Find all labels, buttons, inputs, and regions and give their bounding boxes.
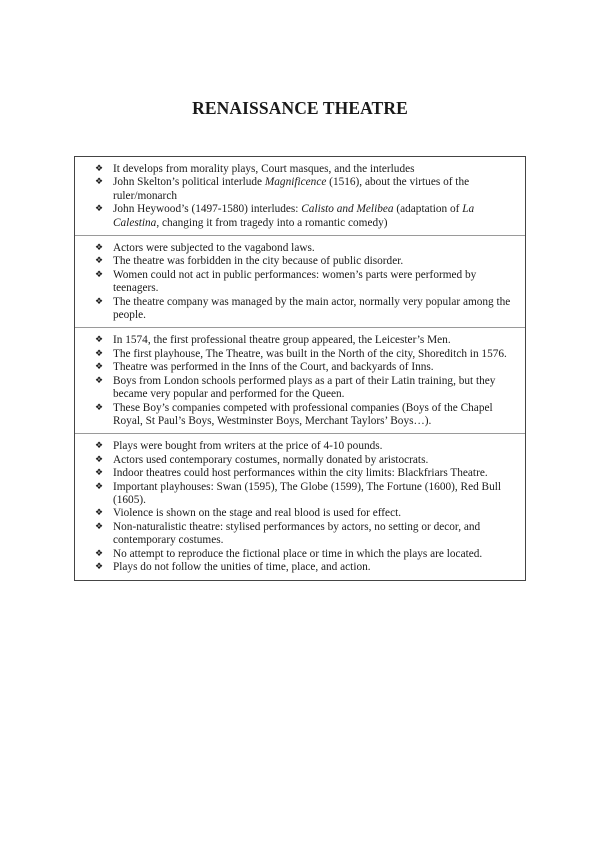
page-title: RENAISSANCE THEATRE [192, 98, 408, 118]
diamond-bullet-icon: ❖ [95, 468, 104, 479]
diamond-bullet-icon: ❖ [95, 204, 104, 215]
bullet-text: John Skelton’s political interlude [113, 176, 265, 189]
content-section [75, 328, 525, 434]
bullet-text: Non-naturalistic theatre: stylised performances by actors, no setting or decor, and contemporary costumes. [113, 520, 481, 547]
bullet-item [75, 255, 517, 268]
bullet-text: Plays do not follow the unities of time, place, and action. [113, 560, 371, 573]
diamond-bullet-icon: ❖ [95, 296, 104, 307]
bullet-item [75, 163, 517, 176]
bullet-text: The theatre was forbidden in the city because of public disorder. [113, 255, 404, 268]
diamond-bullet-icon: ❖ [95, 402, 104, 413]
bullet-text: John Heywood’s (1497-1580) interludes: [113, 203, 302, 216]
bullet-text: (adaptation of [393, 203, 463, 216]
bullet-text: No attempt to reproduce the fictional place or time in which the plays are located. [113, 547, 483, 560]
content-section [75, 236, 525, 328]
bullet-item [75, 481, 517, 508]
italic-title-text: La Calestina [113, 203, 475, 229]
bullet-text: Women could not act in public performances: women’s parts were performed by teenagers. [113, 268, 477, 295]
diamond-bullet-icon: ❖ [95, 256, 104, 267]
bullet-list [75, 334, 517, 428]
italic-title-text: Magnificence [264, 176, 327, 189]
diamond-bullet-icon: ❖ [95, 548, 104, 559]
bullet-text: , changing it from tragedy into a romantic comedy) [156, 216, 388, 229]
diamond-bullet-icon: ❖ [95, 481, 104, 492]
bullet-item [75, 176, 517, 203]
bullet-item [75, 507, 517, 520]
content-section [75, 157, 525, 236]
diamond-bullet-icon: ❖ [95, 441, 104, 452]
diamond-bullet-icon: ❖ [95, 508, 104, 519]
bullet-text: Violence is shown on the stage and real blood is used for effect. [113, 507, 402, 520]
diamond-bullet-icon: ❖ [95, 375, 104, 386]
diamond-bullet-icon: ❖ [95, 454, 104, 465]
diamond-bullet-icon: ❖ [95, 177, 104, 188]
bullet-item [75, 269, 517, 296]
italic-title-text: Calisto and Melibea [301, 203, 394, 216]
bullet-text: Important playhouses: Swan (1595), The Globe (1599), The Fortune (1600), Red Bull (1605). [113, 480, 502, 506]
bullet-text: The theatre company was managed by the main actor, normally very popular among the people. [113, 295, 511, 322]
bullet-item [75, 242, 517, 255]
bullet-item [75, 548, 517, 561]
bullet-item [75, 361, 517, 374]
bullet-item [75, 348, 517, 361]
diamond-bullet-icon: ❖ [95, 561, 104, 572]
bullet-text: Indoor theatres could host performances within the city limits: Blackfriars Theatre. [113, 467, 488, 480]
bullet-text: Theatre was performed in the Inns of the Court, and backyards of Inns. [113, 361, 434, 374]
bullet-text: In 1574, the first professional theatre group appeared, the Leicester’s Men. [113, 334, 451, 347]
diamond-bullet-icon: ❖ [95, 243, 104, 254]
bullet-text: Plays were bought from writers at the price of 4-10 pounds. [113, 440, 383, 453]
bullet-text: It develops from morality plays, Court masques, and the interludes [113, 163, 415, 175]
bullet-item [75, 521, 517, 548]
bullet-text: Actors were subjected to the vagabond laws. [113, 242, 315, 255]
bullet-list [75, 440, 517, 574]
bullet-item [75, 375, 517, 402]
diamond-bullet-icon: ❖ [95, 348, 104, 359]
diamond-bullet-icon: ❖ [95, 335, 104, 346]
bullet-item [75, 203, 517, 230]
diamond-bullet-icon: ❖ [95, 269, 104, 280]
bullet-text: The first playhouse, The Theatre, was built in the North of the city, Shoreditch in 1576. [113, 347, 507, 360]
bullet-item [75, 296, 517, 323]
bullet-list [75, 163, 517, 230]
bullet-item [75, 402, 517, 429]
diamond-bullet-icon: ❖ [95, 362, 104, 373]
bullet-text: Boys from London schools performed plays as a part of their Latin training, but they became very popular and performed for the Queen. [113, 374, 496, 401]
bullet-list [75, 242, 517, 322]
bullet-item [75, 334, 517, 347]
diamond-bullet-icon: ❖ [95, 164, 104, 174]
bullet-text: These Boy’s companies competed with professional companies (Boys of the Chapel Royal, St Paul’s Boys, Westminster Boys, Merchant Taylors’ Boys…). [113, 401, 493, 427]
bullet-item [75, 454, 517, 467]
content-box [74, 156, 526, 581]
bullet-text: (1516), about the virtues of the ruler/monarch [113, 176, 470, 202]
bullet-item [75, 440, 517, 453]
content-section [75, 434, 525, 580]
bullet-item [75, 467, 517, 480]
diamond-bullet-icon: ❖ [95, 521, 104, 532]
bullet-text: Actors used contemporary costumes, normally donated by aristocrats. [113, 453, 429, 466]
bullet-item [75, 561, 517, 574]
